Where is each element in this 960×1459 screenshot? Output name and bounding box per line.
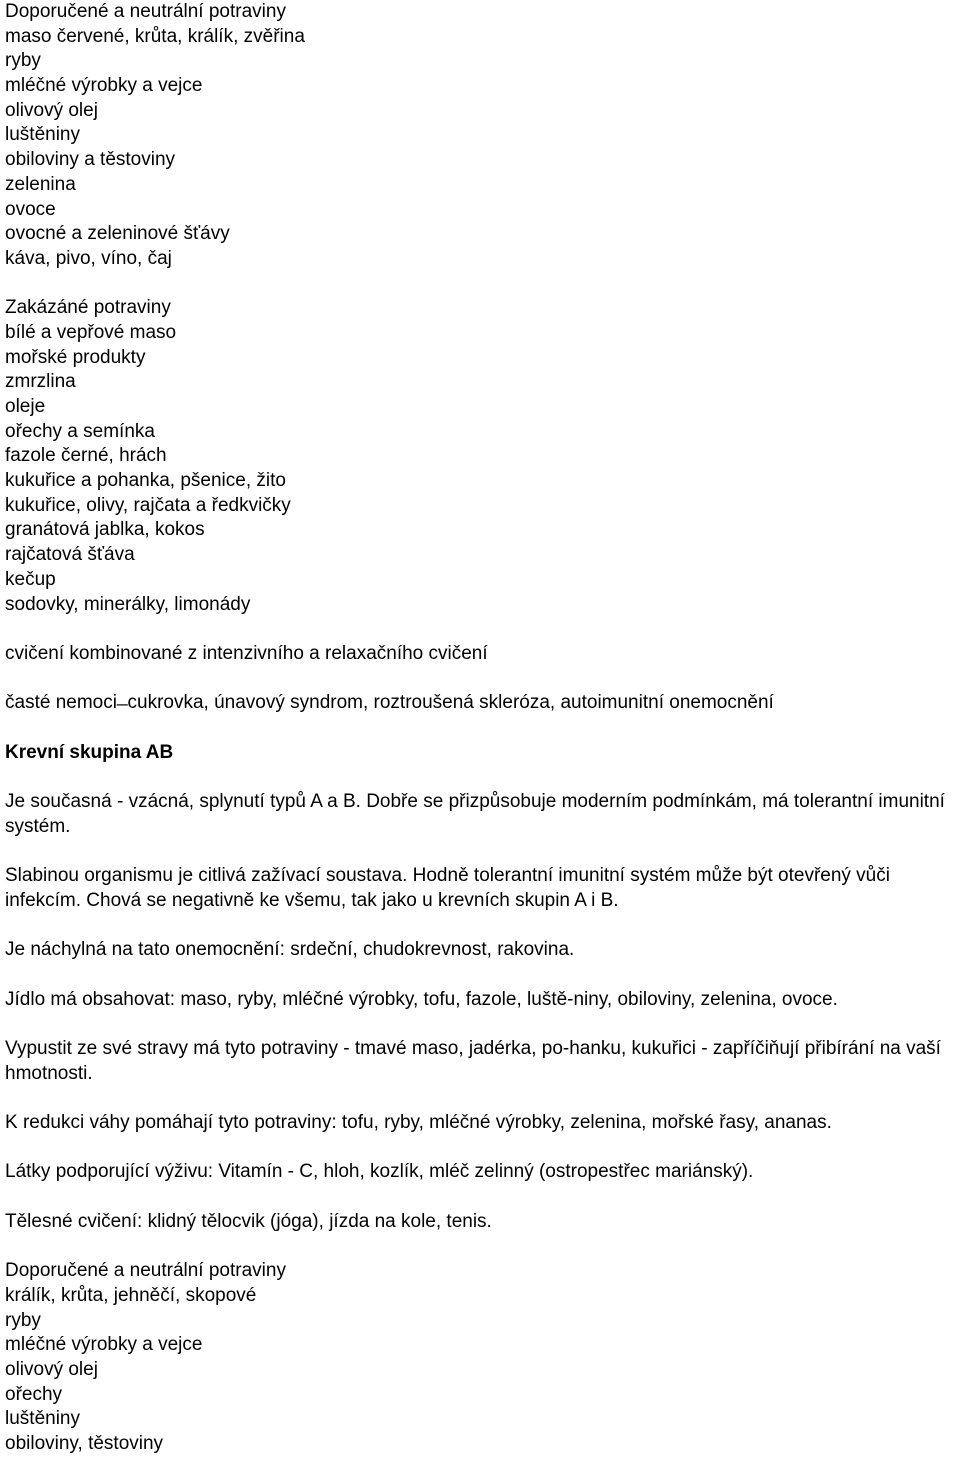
list-item: oleje xyxy=(5,396,46,417)
paragraph: K redukci váhy pomáhají tyto potraviny: tofu, ryby, mléčné výrobky, zelenina, mořské řasy, ananas. xyxy=(5,1112,832,1134)
list-item: ořechy xyxy=(5,1383,63,1405)
recommended-foods-list-ab xyxy=(5,1259,960,1457)
spacer xyxy=(5,716,960,741)
recommended-foods-heading: Doporučené a neutrální potraviny xyxy=(5,1260,286,1282)
list-item: králík, krůta, jehněčí, skopové xyxy=(5,1284,257,1306)
list-item: ryby xyxy=(5,50,41,72)
list-item: mléčné výrobky a vejce xyxy=(5,1334,203,1356)
list-item: bílé a vepřové maso xyxy=(5,321,177,343)
list-item: kukuřice a pohanka, pšenice, žito xyxy=(5,470,286,492)
list-item: maso červené, krůta, králík, zvěřina xyxy=(5,25,305,47)
spacer xyxy=(5,1012,960,1037)
spacer xyxy=(5,765,960,790)
list-item: zmrzlina xyxy=(5,371,76,393)
list-item: fazole černé, hrách xyxy=(5,445,167,467)
spacer xyxy=(5,1185,960,1210)
list-item: olivový olej xyxy=(5,1358,98,1380)
spacer xyxy=(5,1235,960,1260)
forbidden-foods-heading: Zakázáné potraviny xyxy=(5,297,171,319)
spacer xyxy=(5,272,960,297)
paragraph: Tělesné cvičení: klidný tělocvik (jóga), jízda na kole, tenis. xyxy=(5,1210,492,1232)
paragraph: Látky podporující výživu: Vitamín - C, hloh, kozlík, mléč zelinný (ostropestřec mariánský). xyxy=(5,1161,754,1183)
paragraph: Je současná - vzácná, splynutí typů A a B. Dobře se přizpůsobuje moderním podmínkám, má tolerantní imunitní systém. xyxy=(5,791,945,837)
list-item: ovoce xyxy=(5,198,56,220)
spacer xyxy=(5,914,960,939)
spacer xyxy=(5,617,960,642)
paragraph: Vypustit ze své stravy má tyto potraviny - tmavé maso, jadérka, po-hanku, kukuřici - zapříčiňují přibírání na vaší hmotnosti. xyxy=(5,1037,941,1084)
list-item: sodovky, minerálky, limonády xyxy=(5,593,251,615)
spacer xyxy=(5,1136,960,1161)
list-item: mořské produkty xyxy=(5,346,146,368)
list-item: rajčatová šťáva xyxy=(5,544,135,566)
paragraph: Slabinou organismu je citlivá zažívací soustava. Hodně tolerantní imunitní systém může být otevřený vůči infekcím. Chová se negativně ke všemu, tak jako u krevních skupin A i B. xyxy=(5,865,890,911)
forbidden-foods-list-a xyxy=(5,296,960,617)
list-item: obiloviny a těstoviny xyxy=(5,149,176,171)
list-item: kečup xyxy=(5,568,56,590)
exercise-text: cvičení kombinované z intenzivního a relaxačního cvičení xyxy=(5,642,488,664)
list-item: luštěniny xyxy=(5,1408,80,1430)
list-item: kukuřice, olivy, rajčata a ředkvičky xyxy=(5,494,291,516)
paragraph: Je náchylná na tato onemocnění: srdeční, chudokrevnost, rakovina. xyxy=(5,939,575,961)
list-item: káva, pivo, víno, čaj xyxy=(5,247,172,269)
spacer xyxy=(5,1086,960,1111)
list-item: zelenina xyxy=(5,173,76,195)
list-item: olivový olej xyxy=(5,99,98,121)
spacer xyxy=(5,667,960,692)
list-item: luštěniny xyxy=(5,124,80,146)
list-item: ovocné a zeleninové šťávy xyxy=(5,223,230,245)
paragraph: Jídlo má obsahovat: maso, ryby, mléčné výrobky, tofu, fazole, luště-niny, obiloviny, zelenina, ovoce. xyxy=(5,988,838,1010)
recommended-foods-list-a xyxy=(5,0,960,272)
spacer xyxy=(5,839,960,864)
list-item: obiloviny, těstoviny xyxy=(5,1433,164,1455)
blood-group-ab-title: Krevní skupina AB xyxy=(5,741,174,763)
list-item: mléčné výrobky a vejce xyxy=(5,75,203,97)
common-diseases-text: časté nemoci ̶ cukrovka, únavový syndrom, roztroušená skleróza, autoimunitní onemocnění xyxy=(5,692,774,714)
list-item: granátová jablka, kokos xyxy=(5,519,205,541)
list-item: ryby xyxy=(5,1309,41,1331)
recommended-foods-heading: Doporučené a neutrální potraviny xyxy=(5,1,286,22)
list-item: ořechy a semínka xyxy=(5,420,155,442)
spacer xyxy=(5,963,960,988)
